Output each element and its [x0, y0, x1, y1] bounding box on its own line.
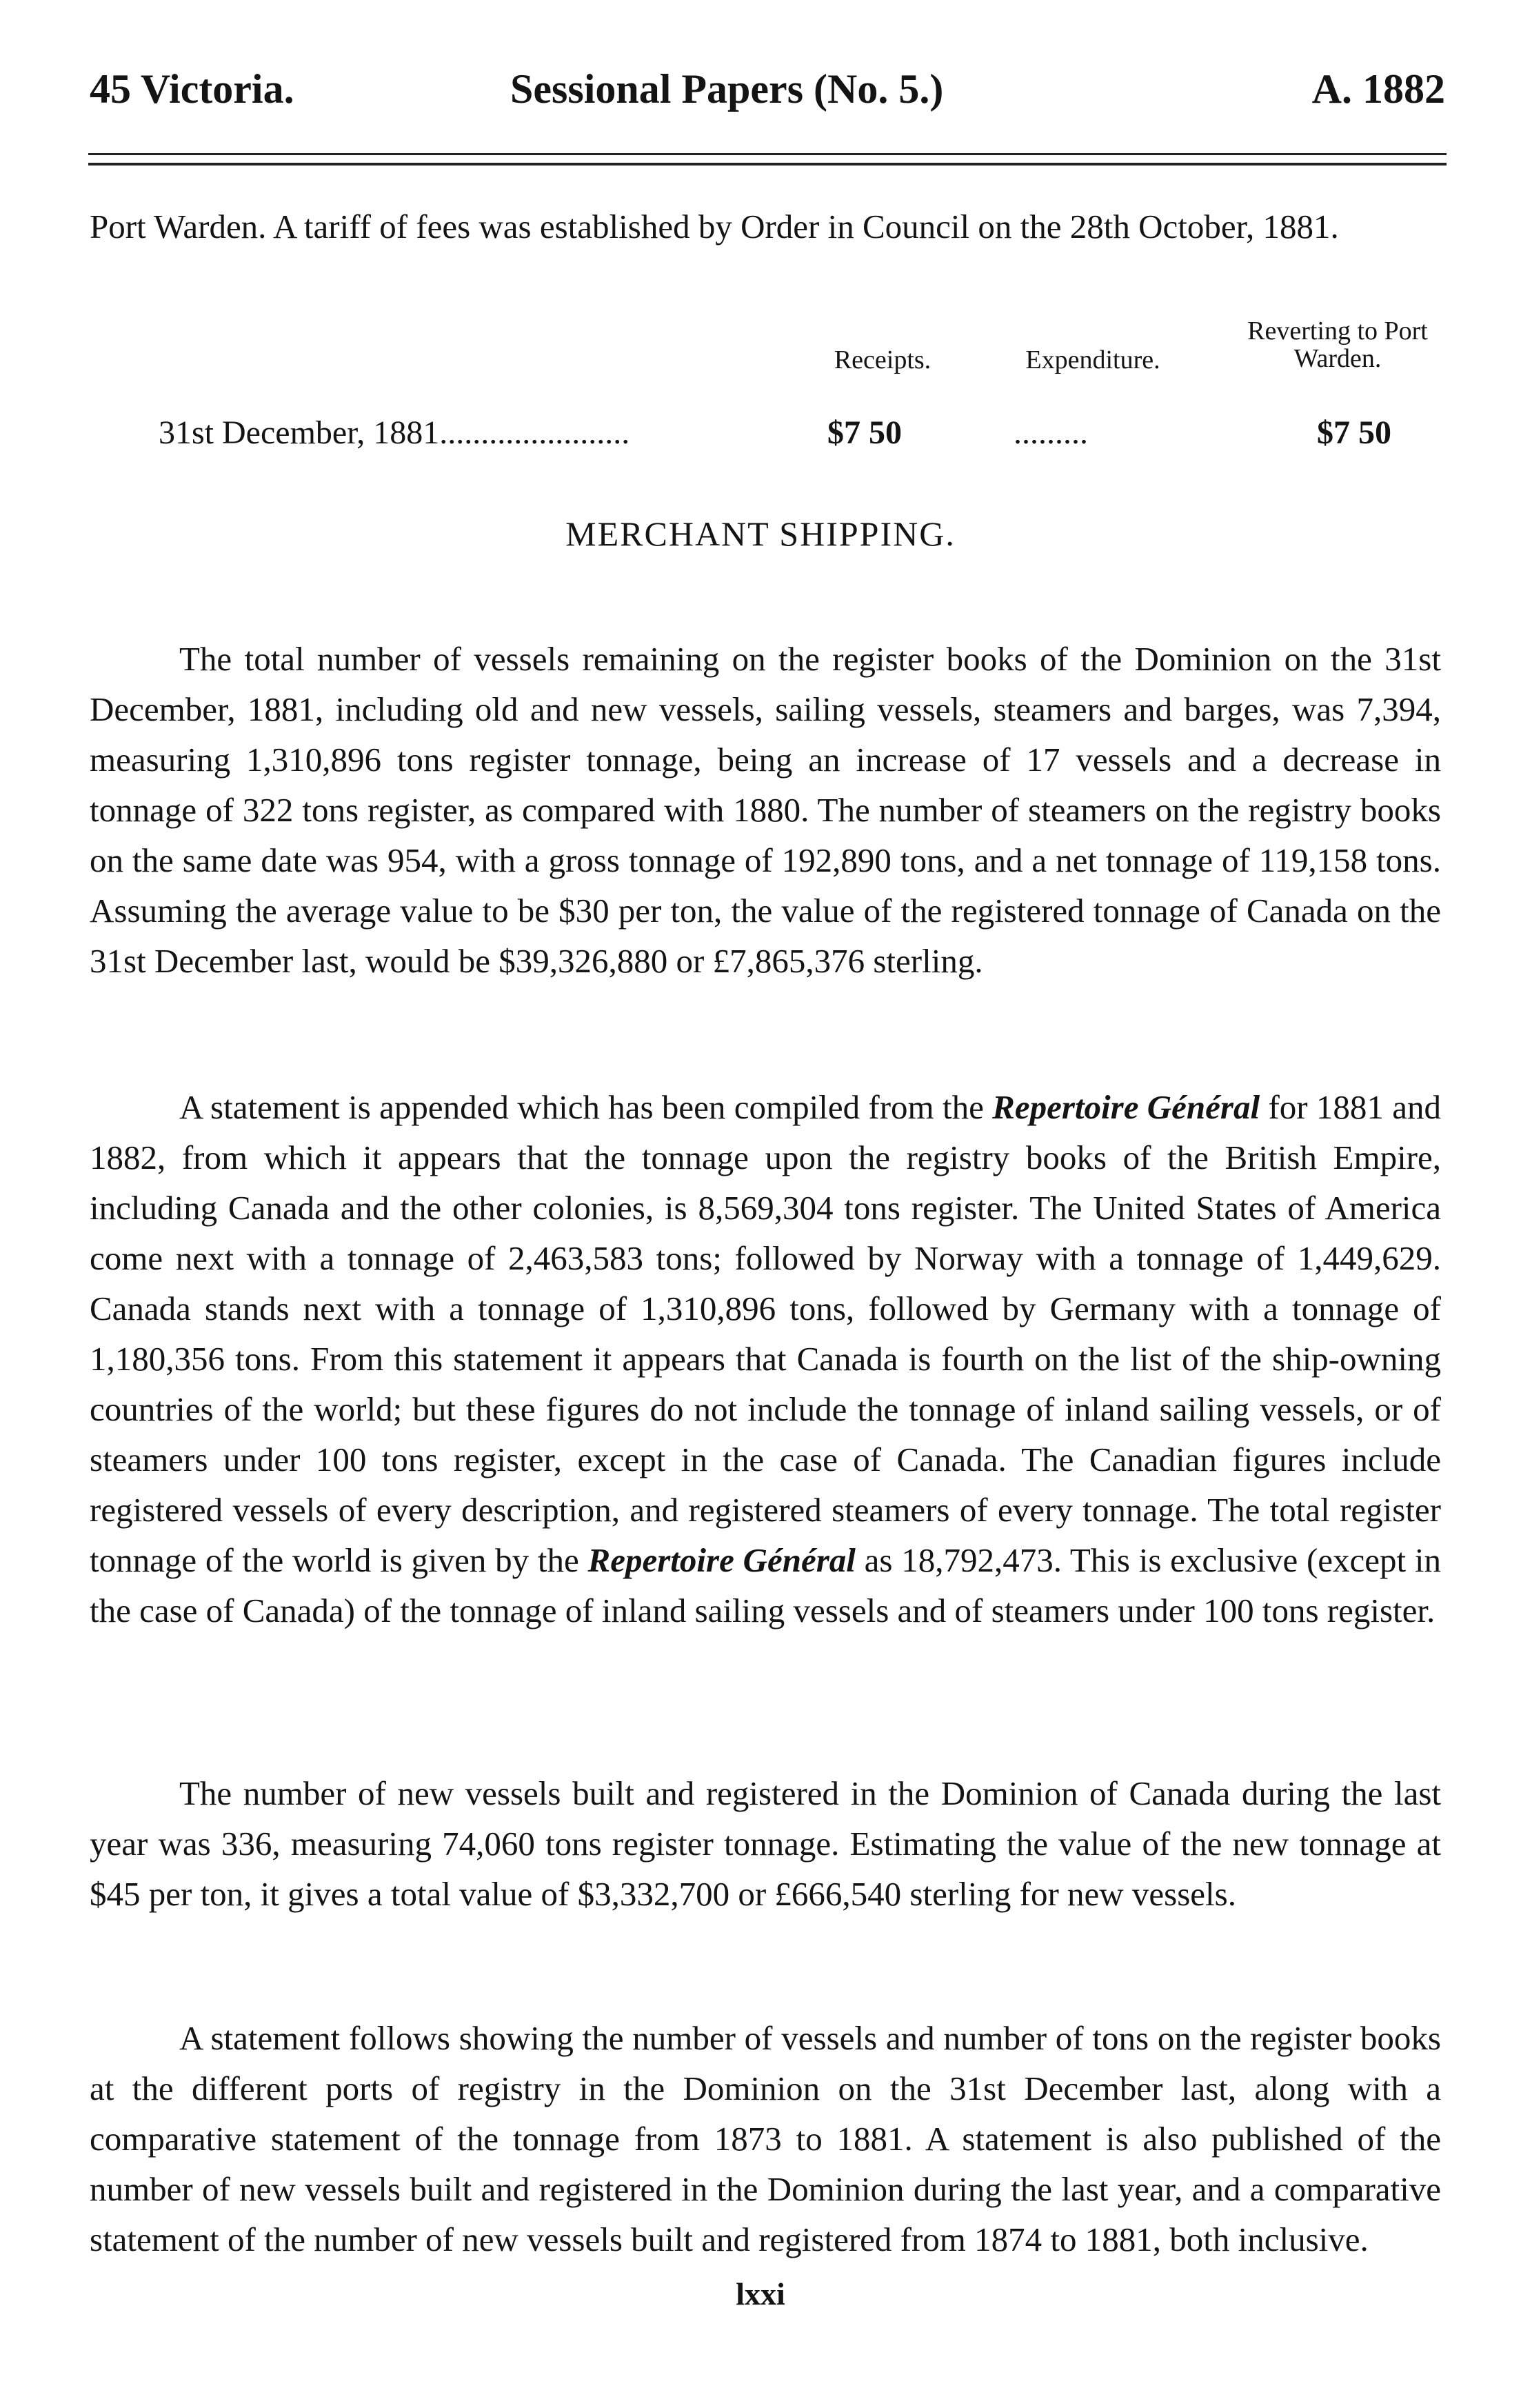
paragraph-new-vessels: The number of new vessels built and registered in the Dominion of Canada during the last year was 336, measuring 74,060 tons register tonnage. Estimating the value of the new tonnage at $45 per ton, it gives a total value of $3,332,700 or £666,540 sterling for new vessels.	[90, 1774, 1441, 1913]
row-date: 31st December, 1881.......................	[159, 414, 630, 451]
receipts-table	[131, 303, 1455, 462]
page-number: lxxi	[736, 2276, 785, 2311]
paragraph-repertoire-statement	[90, 1082, 1441, 1636]
intro-paragraph: Port Warden. A tariff of fees was established by Order in Council on the 28th October, 1881.	[90, 208, 1339, 245]
row-reverting: $7 50	[1317, 414, 1391, 451]
header-year: A. 1882	[1311, 66, 1445, 112]
section-title: MERCHANT SHIPPING.	[565, 514, 956, 553]
header-rule-thin	[88, 153, 1447, 155]
paragraph-statement-follows: A statement follows showing the number of vessels and number of tons on the register books at the different ports of registry in the Dominion on the 31st December last, along with a comparative statement of the tonnage from 1873 to 1881. A statement is also published of the number of new vessels built and registered in the Dominion during the last year, and a comparative statement of the number of new vessels built and registered from 1874 to 1881, both inclusive.	[90, 2019, 1441, 2258]
column-header-receipts: Receipts.	[834, 345, 931, 374]
p2-text-b: for 1881 and 1882, from which it appears that the tonnage upon the registry books of the British Empire, including Canada and the other colonies, is 8,569,304 tons register. The United States of America come next with a tonnage of 2,463,583 tons; followed by Norway with a tonnage of 1,449,629. Canada stands next with a tonnage of 1,310,896 tons, followed by Germany with a tonnage of 1,180,356 tons. From this statement it appears that Canada is fourth on the list of the ship-owning countries of the world; but these figures do not include the tonnage of inland sailing vessels, or of steamers under 100 tons register, except in the case of Canada. The Canadian figures include registered vessels of every description, and registered steamers of every tonnage. The total register tonnage of the world is given by the	[90, 1088, 1441, 1579]
row-receipts: $7 50	[827, 414, 902, 451]
p2-text-c: as 18,792,473. This is exclusive (except in the case of Canada) of the tonnage of inland sailing vessels and of steamers under 100 tons register.	[90, 1541, 1442, 1629]
p2-italic-title-1: Repertoire Général	[992, 1088, 1260, 1126]
p2-italic-title-2: Repertoire Général	[587, 1541, 856, 1579]
column-header-expenditure: Expenditure.	[1025, 345, 1160, 374]
header-volume: 45 Victoria.	[90, 66, 294, 112]
header-series: Sessional Papers (No. 5.)	[510, 66, 944, 112]
header-rule-thick	[88, 163, 1447, 165]
paragraph-total-vessels: The total number of vessels remaining on the register books of the Dominion on the 31st December, 1881, including old and new vessels, sailing vessels, steamers and barges, was 7,394, measuring 1,310,896 tons register tonnage, being an increase of 17 vessels and a decrease in tonnage of 322 tons register, as compared with 1880. The number of steamers on the registry books on the same date was 954, with a gross tonnage of 192,890 tons, and a net tonnage of 119,158 tons. Assuming the average value to be $30 per ton, the value of the registered tonnage of Canada on the 31st December last, would be $39,326,880 or £7,865,376 sterling.	[90, 640, 1441, 980]
column-header-reverting: Reverting to Port Warden.	[1247, 317, 1428, 373]
p2-text-a: A statement is appended which has been compiled from the	[179, 1088, 993, 1126]
row-expenditure: .........	[1014, 414, 1088, 451]
running-header	[90, 66, 1445, 128]
